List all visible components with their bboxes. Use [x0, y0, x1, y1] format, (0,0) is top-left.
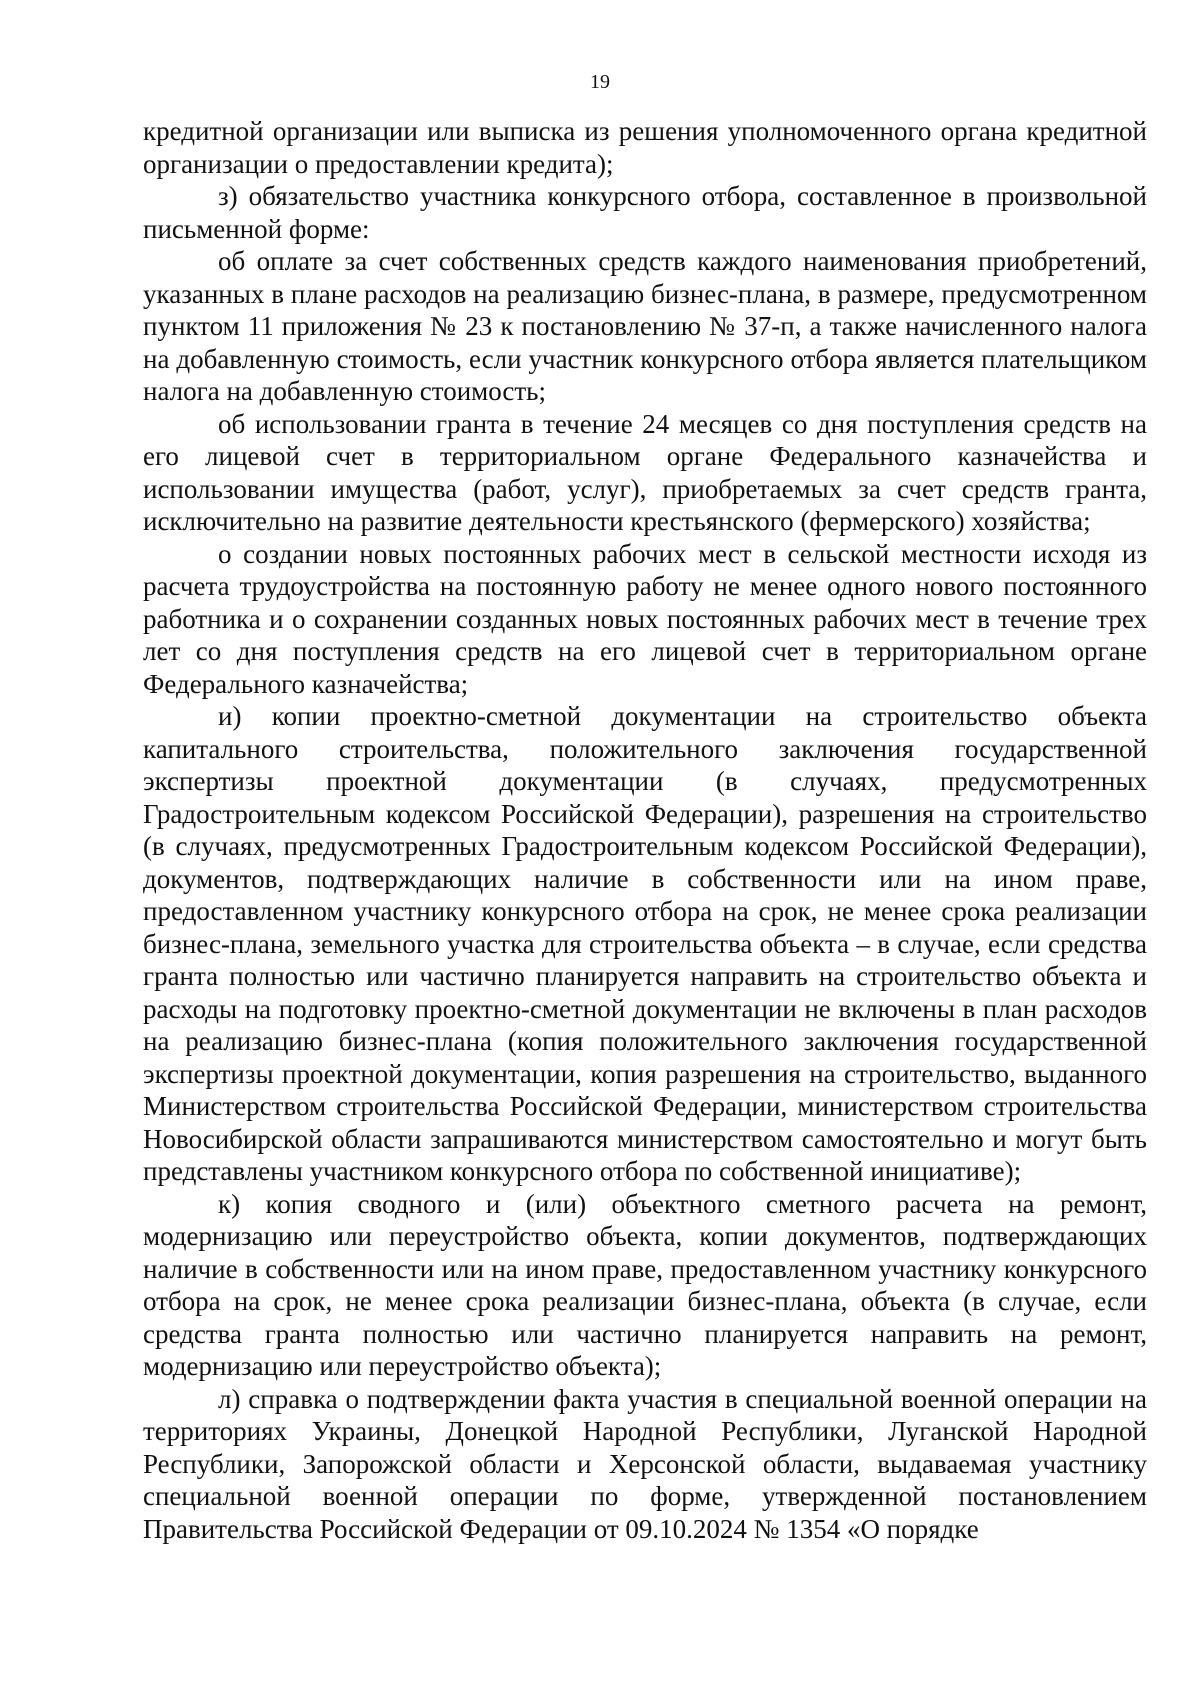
paragraph-item-i: и) копии проектно-сметной документации на строительство объекта капитального строительства, положительного заключения государственной экспертизы проектной документации (в случаях, предусмотренных Градостроительным кодексом Российской Федерации), разрешения на строительство (в случаях, предусмотренных Градостроительным кодексом Российской Федерации), документов, подтверждающих наличие в собственности или на ином праве, предоставленном участнику конкурсного отбора на срок, не менее срока реализации бизнес-плана, земельного участка для строительства объекта – в случае, если средства гранта полностью или частично планируется направить на строительство объекта и расходы на подготовку проектно-сметной документации не включены в план расходов на реализацию бизнес-плана (копия положительного заключения государственной экспертизы проектной документации, копия разрешения на строительство, выданного Министерством строительства Российской Федерации, министерством строительства Новосибирской области запрашиваются министерством самостоятельно и могут быть представлены участником конкурсного отбора по собственной инициативе);	[143, 701, 1147, 1186]
document-body	[143, 115, 1147, 1545]
paragraph-jobs-obligation: о создании новых постоянных рабочих мест в сельской местности исходя из расчета трудоустройства на постоянную работу не менее одного нового постоянного работника и о сохранении созданных новых постоянных рабочих мест в течение трех лет со дня поступления средств на его лицевой счет в территориальном органе Федерального казначейства;	[143, 538, 1147, 699]
paragraph-item-z: з) обязательство участника конкурсного отбора, составленное в произвольной письменной форме:	[143, 181, 1147, 244]
paragraph-item-l: л) справка о подтверждении факта участия в специальной военной операции на территориях Украины, Донецкой Народной Республики, Луганской Народной Республики, Запорожской области и Херсонской области, выдаваемая участнику специальной военной операции по форме, утвержденной постановлением Правительства Российской Федерации от 09.10.2024 № 1354 «О порядке	[143, 1383, 1147, 1544]
paragraph-continuation: кредитной организации или выписка из решения уполномоченного органа кредитной организации о предоставлении кредита);	[143, 116, 1147, 179]
paragraph-item-k: к) копия сводного и (или) объектного сметного расчета на ремонт, модернизацию или переустройство объекта, копии документов, подтверждающих наличие в собственности или на ином праве, предоставленном участнику конкурсного отбора на срок, не менее срока реализации бизнес-плана, объекта (в случае, если средства гранта полностью или частично планируется направить на ремонт, модернизацию или переустройство объекта);	[143, 1188, 1147, 1381]
paragraph-grant-usage-obligation: об использовании гранта в течение 24 месяцев со дня поступления средств на его лицевой счет в территориальном органе Федерального казначейства и использовании имущества (работ, услуг), приобретаемых за счет средств гранта, исключительно на развитие деятельности крестьянского (фермерского) хозяйства;	[143, 408, 1147, 536]
paragraph-payment-obligation: об оплате за счет собственных средств каждого наименования приобретений, указанных в плане расходов на реализацию бизнес-плана, в размере, предусмотренном пунктом 11 приложения № 23 к постановлению № 37-п, а также начисленного налога на добавленную стоимость, если участник конкурсного отбора является плательщиком налога на добавленную стоимость;	[143, 246, 1147, 406]
page-number: 19	[590, 71, 610, 93]
